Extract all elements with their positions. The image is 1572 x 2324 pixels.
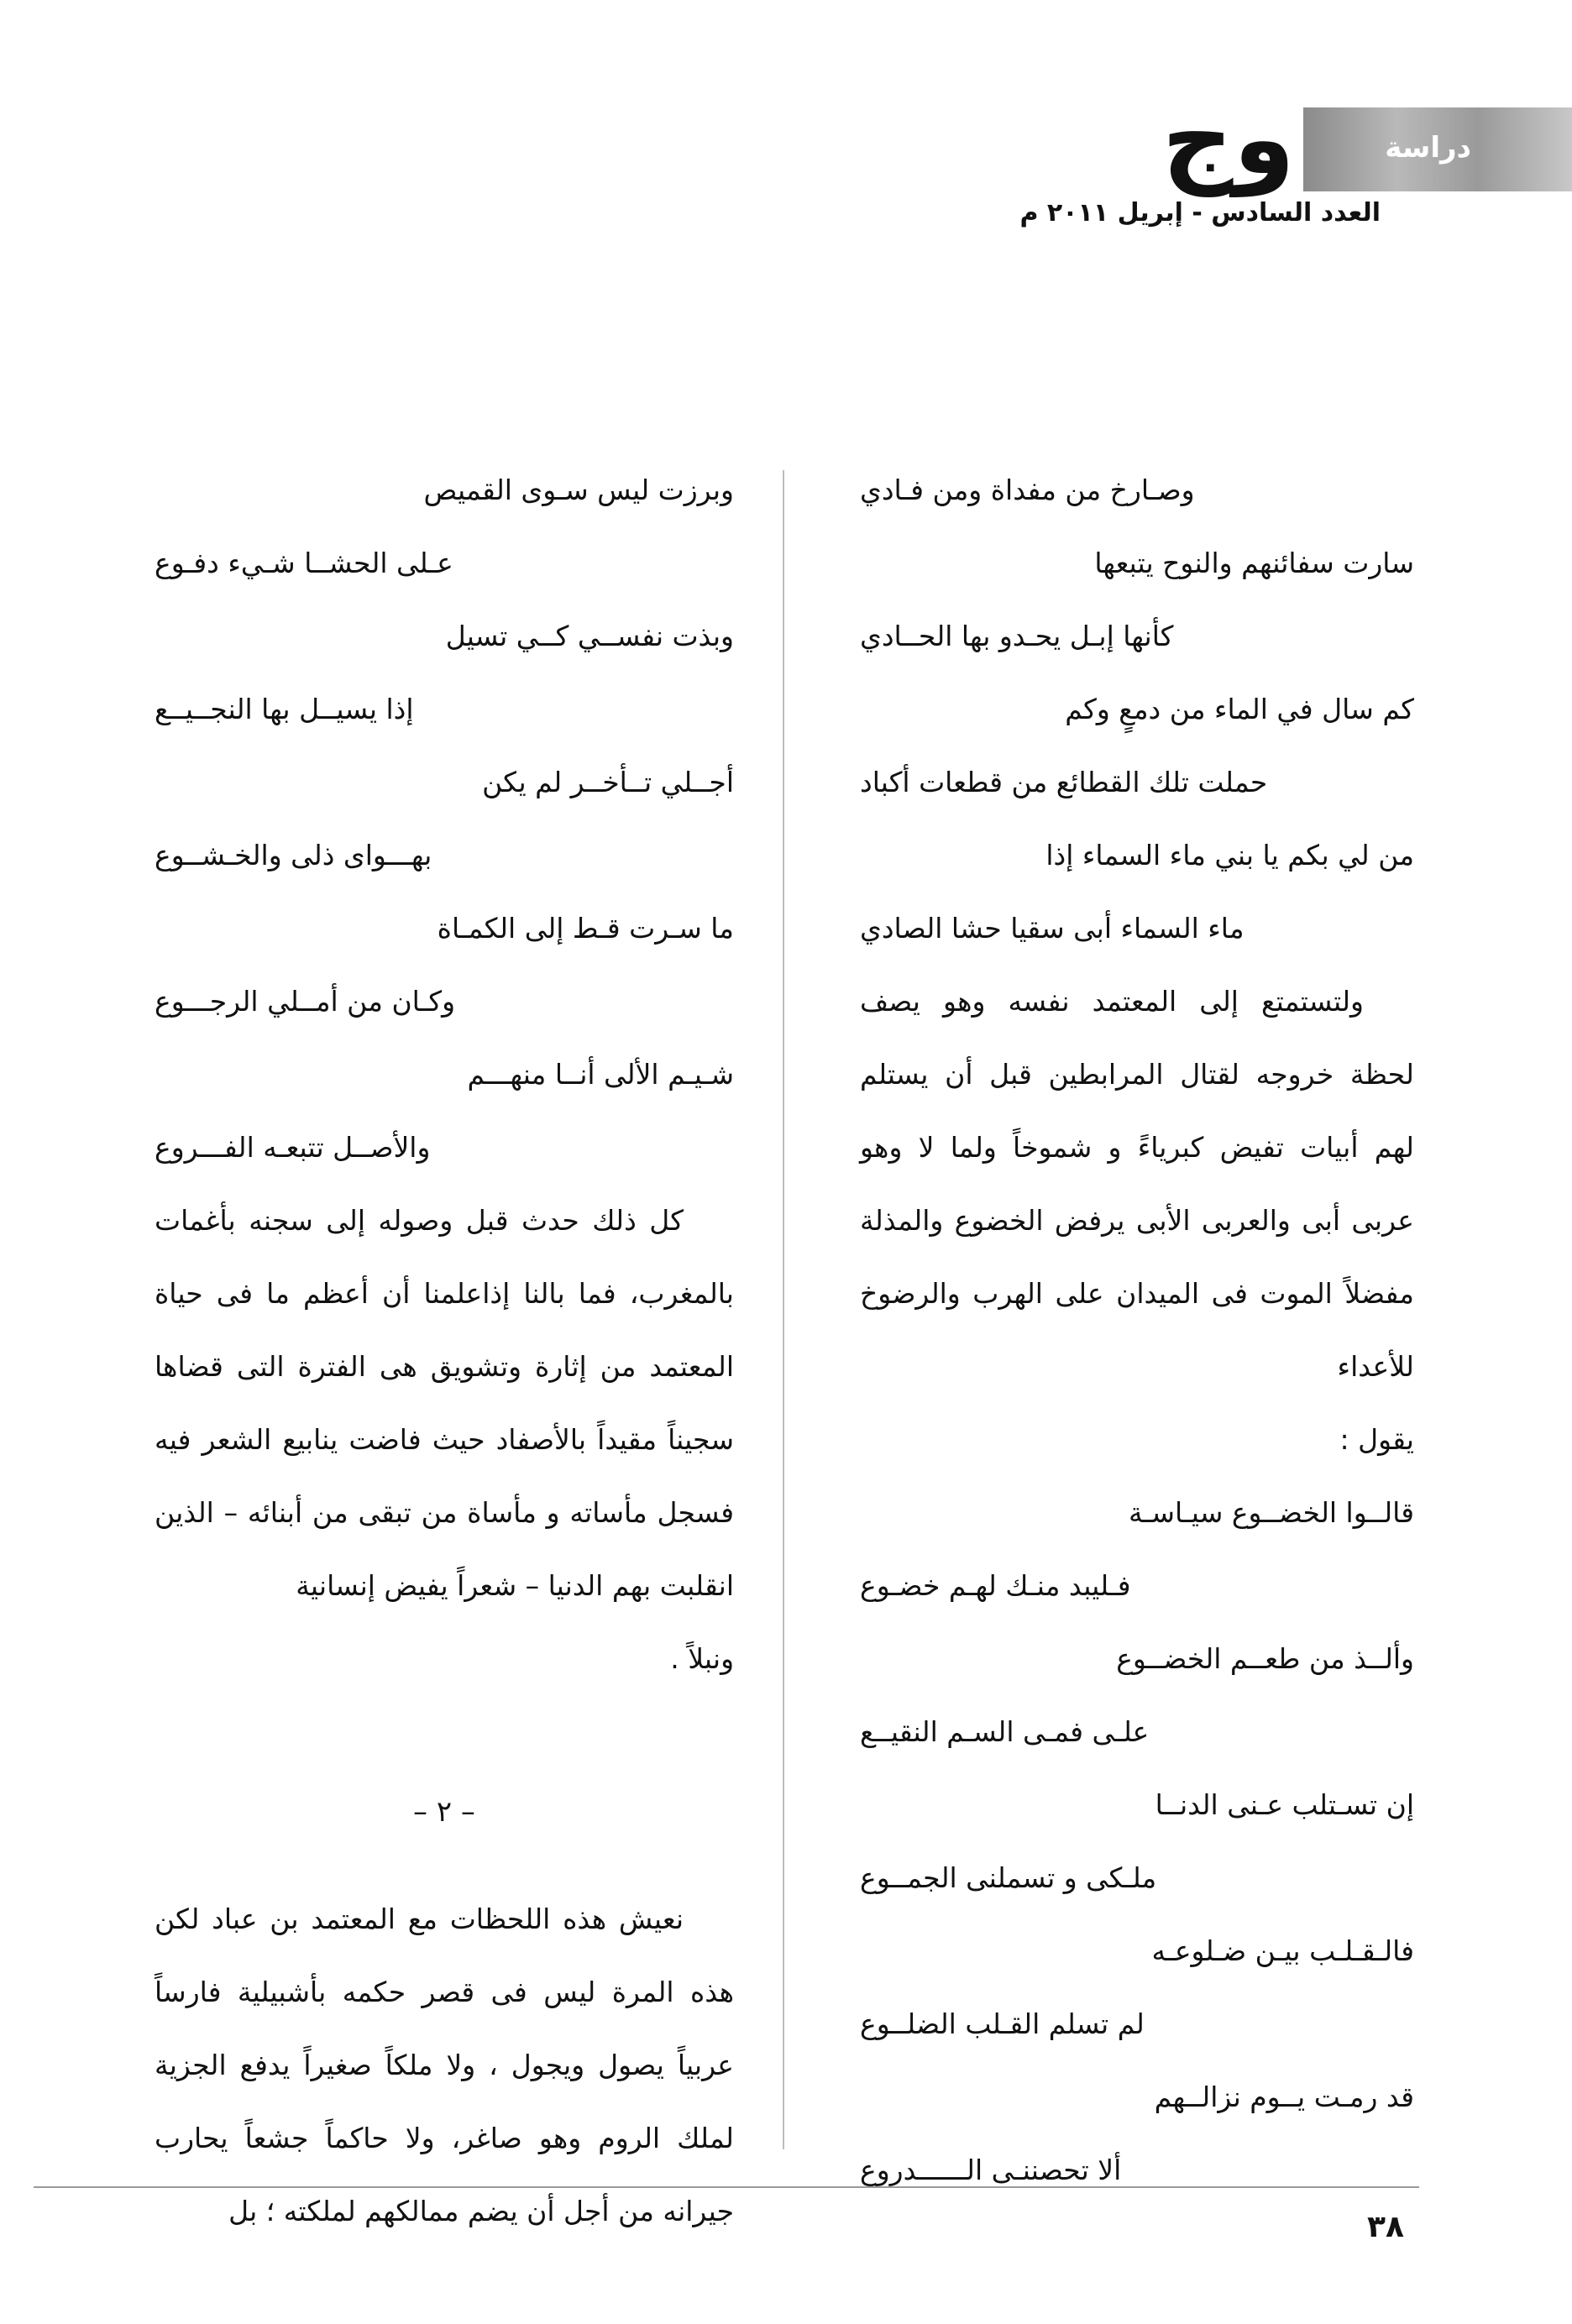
magazine-logo: وج [1161, 81, 1295, 196]
verse-line: ما سـرت قـط إلى الكمـاة [437, 912, 734, 945]
verse-line: قالــوا الخضــوع سيـاسـة [1129, 1496, 1414, 1529]
page-number: ٣٨ [1367, 2210, 1404, 2244]
verse-line: لم تسلم القـلب الضلــوع [860, 2007, 1145, 2040]
verse-line: فـليبد منـك لهـم خضـوع [860, 1569, 1131, 1602]
verse-line: سارت سفائنهم والنوح يتبعها [1094, 547, 1414, 579]
body-paragraph: نعيش هذه اللحظات مع المعتمد بن عباد لكن هذه المرة ليس فى قصر حكمه بأشبيلية فارساً عربياً يصول ويجول ، ولا ملكاً صغيراً يدفع الجزية لملك الروم وهو صاغر، ولا حاكماً جشعاً يحارب جيرانه من أجل أن يضم ممالكهم لملكته ؛ بل [155, 1903, 734, 2227]
verse-line: وصـارخ من مفداة ومن فـادي [860, 474, 1195, 506]
section-number: – ٢ – [413, 1795, 475, 1829]
verse-line: وبرزت ليس سـوى القميص [423, 474, 734, 506]
verse-line: إن تسـتلب عـنى الدنــا [1155, 1788, 1414, 1821]
verse-line: إذا يسيــل بها النجــيــع [155, 693, 414, 725]
footer-rule [34, 2186, 1419, 2188]
says-label: يقول : [1339, 1423, 1414, 1456]
verse-line: بهـــواى ذلى والخـشــوع [155, 839, 432, 872]
section-banner [1303, 107, 1572, 191]
verse-line: وكـان من أمــلي الرجـــوع [155, 985, 456, 1018]
verse-line: أجــلي تــأخــر لم يكن [482, 766, 734, 798]
verse-line: فالـقـلـب بيـن ضـلوعـه [1151, 1934, 1414, 1967]
verse-line: كم سال في الماء من دمعٍ وكم [1065, 693, 1414, 725]
verse-line: حملت تلك القطائع من قطعات أكباد [860, 766, 1268, 798]
body-paragraph: ولتستمتع إلى المعتمد نفسه وهو يصف لحظة خروجه لقتال المرابطين قبل أن يستلم لهم أبيات تفيض كبرياءً و شموخاً ولما لا وهو عربى أبى والعربى الأبى يرفض الخضوع والمذلة مفضلاً الموت فى الميدان على الهرب والرضوخ للأعداء [860, 985, 1414, 1383]
verse-line: قد رمـت يــوم نزالــهم [1154, 2081, 1414, 2113]
verse-line: وبذت نفســي كــي تسيل [445, 620, 734, 652]
verse-line: علـى فمـى السـم النقيــع [860, 1715, 1150, 1748]
column-divider [783, 470, 784, 2149]
verse-line: شـيـم الألى أنــا منهـــم [467, 1058, 734, 1091]
verse-line: ماء السماء أبى سقيا حشا الصادي [860, 912, 1244, 945]
issue-line: العدد السادس - إبريل ٢٠١١ م [1019, 198, 1381, 228]
left-column [155, 453, 734, 2248]
verse-line: والأصــل تتبعـه الفـــروع [155, 1131, 431, 1164]
right-column [860, 453, 1414, 2206]
verse-line: من لي بكم يا بني ماء السماء إذا [1045, 839, 1414, 872]
verse-line: ملـكى و تسملنى الجمــوع [860, 1861, 1157, 1894]
paragraph-ending: ونبلاً . [670, 1642, 734, 1675]
section-label: دراسة [1385, 131, 1471, 165]
verse-line: عـلى الحشــا شـيء دفـوع [155, 547, 453, 579]
verse-line: ألا تحصننـى الــــــدروع [860, 2154, 1122, 2186]
verse-line: وألــذ من طعــم الخضــوع [1116, 1642, 1414, 1675]
body-paragraph: كل ذلك حدث قبل وصوله إلى سجنه بأغمات بالمغرب، فما بالنا إذاعلمنا أن أعظم ما فى حياة المعتمد من إثارة وتشويق هى الفترة التى قضاها سجيناً مقيداً بالأصفاد حيث فاضت ينابيع الشعر فيه فسجل مأساته و مأساة من تبقى من أبنائه – الذين انقلبت بهم الدنيا – شعراً يفيض إنسانية [155, 1204, 734, 1602]
verse-line: كأنها إبـل يحـدو بها الحــادي [860, 620, 1174, 652]
